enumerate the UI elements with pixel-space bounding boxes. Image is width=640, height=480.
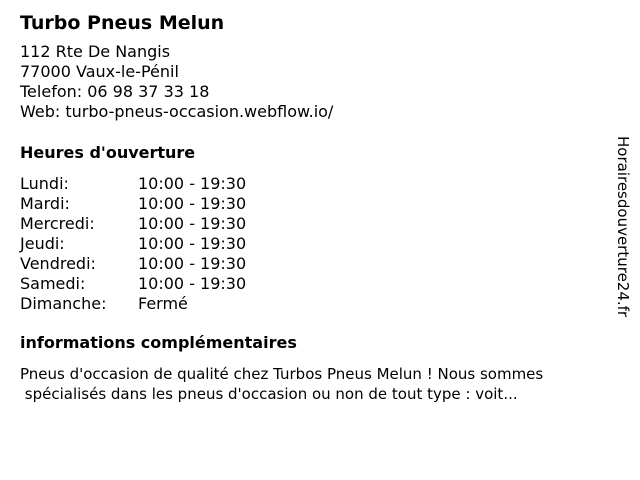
hours-row-samedi [20,274,620,294]
phone-number: Telefon: 06 98 37 33 18 [20,82,210,101]
business-name: Turbo Pneus Melun [20,12,225,34]
day-label: Mercredi: [20,214,95,233]
day-label: Samedi: [20,274,86,293]
business-description [20,364,630,404]
day-label: Jeudi: [20,234,65,253]
day-label: Lundi: [20,174,69,193]
hours-row-dimanche [20,294,620,314]
time-value: 10:00 - 19:30 [138,234,247,253]
day-label: Mardi: [20,194,70,213]
additional-info-heading: informations complémentaires [20,333,297,352]
time-value: 10:00 - 19:30 [138,194,247,213]
day-label: Dimanche: [20,294,107,313]
website-link[interactable]: Web: turbo-pneus-occasion.webflow.io/ [20,102,334,121]
hours-row-mercredi [20,214,620,234]
hours-row-mardi [20,194,620,214]
opening-hours-table [20,174,620,314]
time-value: 10:00 - 19:30 [138,214,247,233]
business-address [20,42,620,122]
time-value: 10:00 - 19:30 [138,274,247,293]
city-address: 77000 Vaux-le-Pénil [20,62,179,81]
hours-row-lundi [20,174,620,194]
hours-row-vendredi [20,254,620,274]
time-value: Fermé [138,294,188,313]
site-watermark: Horairesdouverture24.fr [614,136,632,318]
day-label: Vendredi: [20,254,96,273]
street-address: 112 Rte De Nangis [20,42,171,61]
description-line-2: spécialisés dans les pneus d'occasion ou non de tout type : voit... [20,385,518,403]
time-value: 10:00 - 19:30 [138,254,247,273]
hours-row-jeudi [20,234,620,254]
business-card [20,10,620,404]
time-value: 10:00 - 19:30 [138,174,247,193]
opening-hours-heading: Heures d'ouverture [20,143,196,162]
description-line-1: Pneus d'occasion de qualité chez Turbos Pneus Melun ! Nous sommes [20,365,544,383]
